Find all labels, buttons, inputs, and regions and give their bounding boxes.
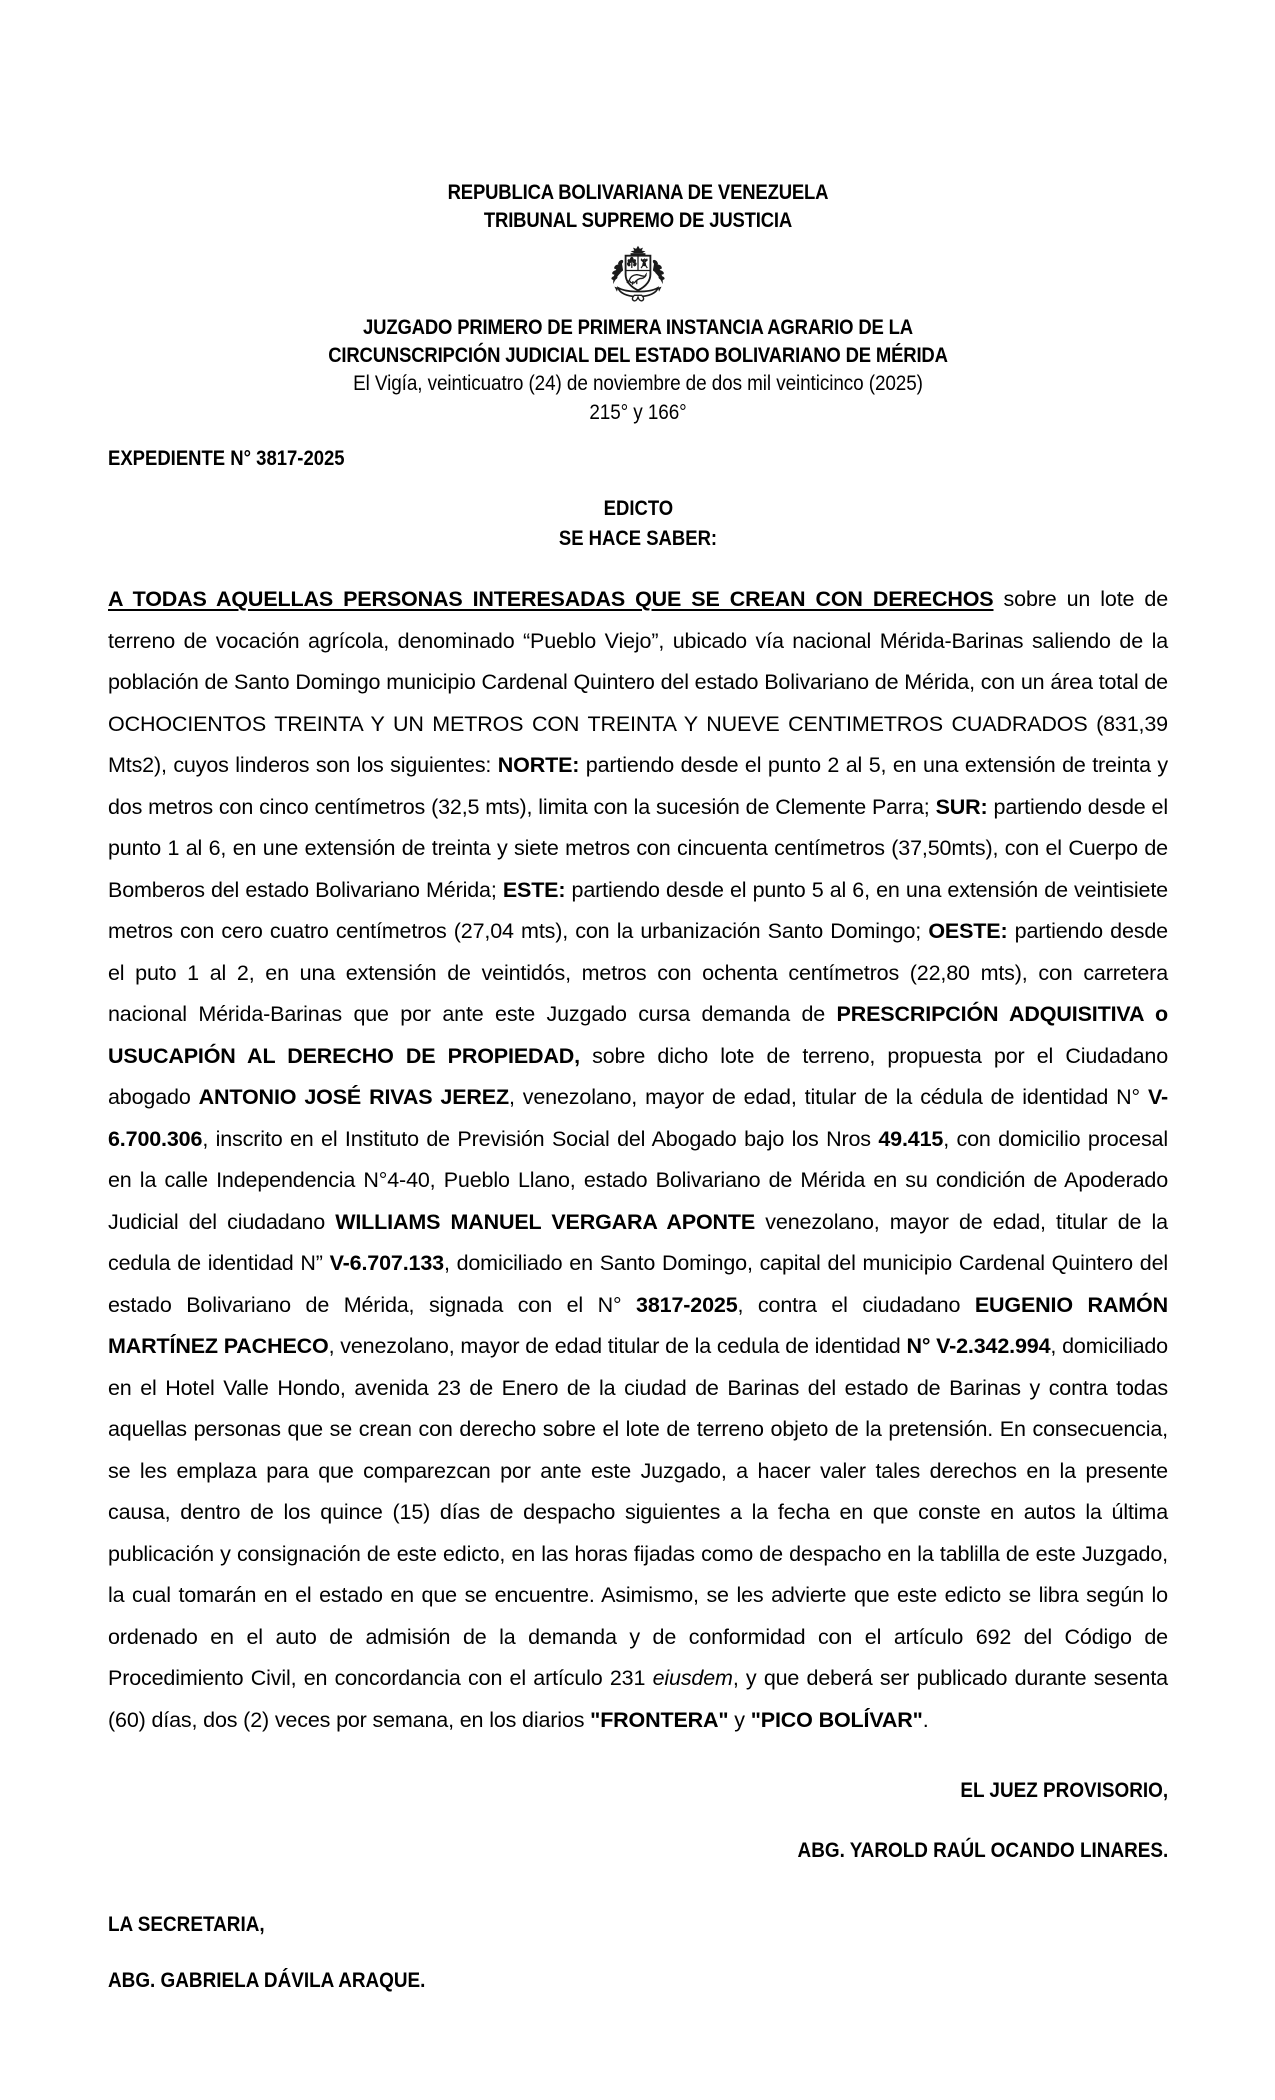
- judge-name: ABG. YAROLD RAÚL OCANDO LINARES.: [797, 1838, 1168, 1862]
- judge-name-row: [108, 1835, 1168, 1865]
- body-segment-11: , domiciliado en Santo Domingo, capital del municipio Cardenal Quintero del estado Bolivariano de Mérida, signada con el N°: [108, 1251, 1169, 1317]
- court-line-1: JUZGADO PRIMERO DE PRIMERA INSTANCIA AGRARIO DE LA: [363, 315, 913, 339]
- secretary-name: ABG. GABRIELA DÁVILA ARAQUE.: [108, 1968, 426, 1992]
- secretary-title-row: [108, 1909, 1168, 1939]
- body-segment-3: partiendo desde el punto 1 al 6, en une extensión de treinta y siete metros con cincuenta centímetros (37,50mts), con el Cuerpo de Bomberos del estado Bolivariano Mérida;: [108, 794, 1168, 902]
- newspaper-name-1: "FRONTERA": [590, 1707, 729, 1732]
- file-reference-text: EXPEDIENTE N° 3817-2025: [108, 446, 345, 470]
- edicto-body: [108, 579, 1168, 1741]
- body-segment-9: , con domicilio procesal en la calle Independencia N°4-40, Pueblo Llano, estado Bolivariano de Mérida en su condición de Apoderado Judicial del ciudadano: [108, 1126, 1168, 1234]
- document-header: [108, 0, 1168, 427]
- edicto-heading: [108, 493, 1168, 523]
- republic-line: REPUBLICA BOLIVARIANA DE VENEZUELA: [447, 180, 829, 204]
- document-content: [108, 0, 1168, 1995]
- signature-spacer: [108, 1805, 1168, 1835]
- newspaper-name-2: "PICO BOLÍVAR": [750, 1707, 923, 1732]
- body-segment-2: partiendo desde el punto 2 al 5, en una extensión de treinta y dos metros con cinco centímetros (32,5 mts), limita con la sucesión de Clemente Parra;: [108, 753, 1169, 819]
- claim-type-label: PRESCRIPCIÓN ADQUISITIVA o USUCAPIÓN AL DERECHO DE PROPIEDAD,: [108, 1002, 1168, 1068]
- attorney-bar-number: 49.415: [878, 1126, 944, 1151]
- attorney-name: ANTONIO JOSÉ RIVAS JEREZ: [198, 1085, 509, 1109]
- body-segment-10: venezolano, mayor de edad, titular de la cedula de identidad N”: [108, 1209, 1168, 1275]
- secretary-name-row: [108, 1965, 1168, 1995]
- defendant-name: EUGENIO RAMÓN MARTÍNEZ PACHECO: [108, 1292, 1168, 1358]
- court-line-2: CIRCUNSCRIPCIÓN JUDICIAL DEL ESTADO BOLIVARIANO DE MÉRIDA: [328, 343, 948, 367]
- body-segment-5: partiendo desde el puto 1 al 2, en una extensión de veintidós, metros con ochenta centímetros (22,80 mts), con carretera nacional Mérida-Barinas que por ante este Juzgado cursa demanda de: [108, 919, 1168, 1026]
- years-line: 215° y 166°: [589, 400, 687, 424]
- body-segment-6: sobre dicho lote de terreno, propuesta por el Ciudadano abogado: [108, 1043, 1169, 1109]
- boundary-east-label: ESTE:: [502, 877, 566, 902]
- addressees-clause: A TODAS AQUELLAS PERSONAS INTERESADAS QUE SE CREAN CON DERECHOS: [108, 587, 994, 611]
- body-segment-16: y: [728, 1707, 751, 1732]
- edicto-title-text: EDICTO: [603, 496, 673, 520]
- case-number-inline: 3817-2025: [636, 1292, 738, 1317]
- se-hace-saber-heading: [108, 523, 1168, 553]
- judge-title: EL JUEZ PROVISORIO,: [960, 1778, 1168, 1802]
- plaintiff-name: WILLIAMS MANUEL VERGARA APONTE: [335, 1209, 756, 1234]
- edicto-body-paragraph: [108, 579, 1168, 1741]
- latin-term-eiusdem: eiusdem: [652, 1666, 733, 1690]
- body-segment-14: , domiciliado en el Hotel Valle Hondo, avenida 23 de Enero de la ciudad de Barinas del estado de Barinas y contra todas aquellas personas que se crean con derecho sobre el lote de terreno objeto de la pretensión. En consecuencia, se les emplaza para que comparezcan por ante este Juzgado, a hacer valer tales derechos en la presente causa, dentro de los quince (15) días de despacho siguientes a la fecha en que conste en autos la última publicación y consignación de este edicto, en las horas fijadas como de despacho en la tablilla de este Juzgado, la cual tomarán en el estado en que se encuentre. Asimismo, se les advierte que este edicto se libra según lo ordenado en el auto de admisión de la demanda y de conformidad con el artículo 692 del Código de Procedimiento Civil, en concordancia con el artículo 231: [108, 1334, 1168, 1690]
- date-line: El Vigía, veinticuatro (24) de noviembre de dos mil veinticinco (2025): [353, 371, 923, 395]
- judge-title-row: [108, 1775, 1168, 1805]
- boundary-north-label: NORTE:: [497, 753, 580, 777]
- defendant-id-number: N° V-2.342.994: [906, 1334, 1051, 1358]
- se-hace-saber-text: SE HACE SABER:: [558, 526, 718, 550]
- attorney-id-number: V-6.700.306: [108, 1085, 1168, 1151]
- plaintiff-id-number: V-6.707.133: [329, 1251, 444, 1275]
- supreme-court-line: TRIBUNAL SUPREMO DE JUSTICIA: [483, 208, 793, 232]
- body-segment-8: , inscrito en el Instituto de Previsión Social del Abogado bajo los Nros: [202, 1126, 879, 1151]
- body-segment-4: partiendo desde el punto 5 al 6, en una extensión de veintisiete metros con cero cuatro centímetros (27,04 mts), con la urbanización Santo Domingo;: [108, 877, 1168, 943]
- file-reference: [108, 445, 1168, 471]
- body-segment-1: sobre un lote de terreno de vocación agrícola, denominado “Pueblo Viejo”, ubicado vía nacional Mérida-Barinas saliendo de la población de Santo Domingo municipio Cardenal Quintero del estado Bolivariano de Mérida, con un área total de OCHOCIENTOS TREINTA Y UN METROS CON TREINTA Y NUEVE CENTIMETROS CUADRADOS (831,39 Mts2), cuyos linderos son los siguientes:: [108, 587, 1168, 777]
- boundary-west-label: OESTE:: [928, 919, 1008, 943]
- secretary-title: LA SECRETARIA,: [108, 1912, 265, 1936]
- body-segment-15: , y que deberá ser publicado durante sesenta (60) días, dos (2) veces por semana, en los diarios: [108, 1666, 1168, 1732]
- body-segment-12: , contra el ciudadano: [737, 1292, 975, 1317]
- boundary-south-label: SUR:: [935, 794, 988, 819]
- body-segment-13: , venezolano, mayor de edad titular de la cedula de identidad: [328, 1334, 907, 1358]
- venezuela-coat-of-arms-icon: [606, 241, 670, 305]
- signature-block: [108, 1775, 1168, 1995]
- body-segment-7: , venezolano, mayor de edad, titular de la cédula de identidad N°: [508, 1085, 1148, 1109]
- body-segment-17: .: [922, 1707, 929, 1732]
